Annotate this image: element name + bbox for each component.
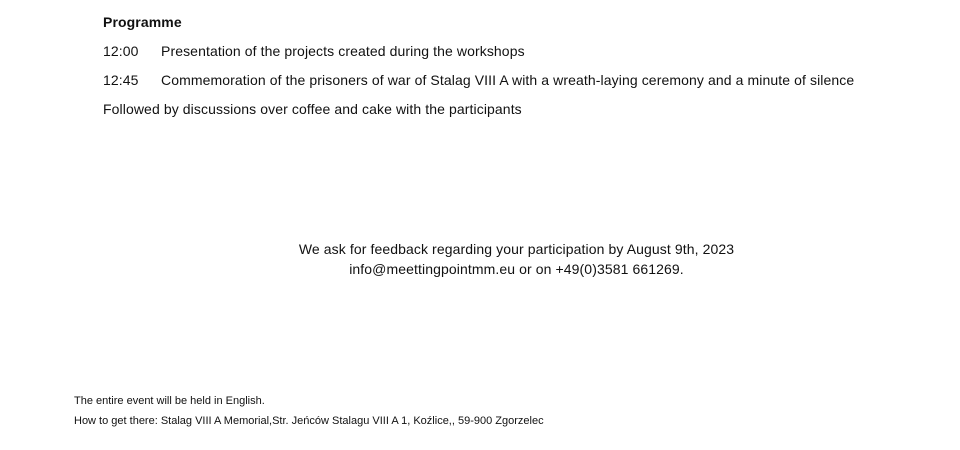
programme-item-text: Presentation of the projects created during the workshops xyxy=(161,43,525,59)
footer-language-note: The entire event will be held in English. xyxy=(74,395,265,407)
programme-heading: Programme xyxy=(103,14,182,30)
feedback-request-text: We ask for feedback regarding your participation by August 9th, 2023 xyxy=(298,241,735,257)
programme-item xyxy=(103,43,525,59)
feedback-contact-text: info@meettingpointmm.eu or on +49(0)3581 661269. xyxy=(349,261,684,277)
feedback-notice xyxy=(200,239,833,279)
programme-followed-text: Followed by discussions over coffee and cake with the participants xyxy=(103,101,522,117)
programme-item-text: Commemoration of the prisoners of war of Stalag VIII A with a wreath-laying ceremony and a minute of silence xyxy=(161,72,855,88)
footer-directions: How to get there: Stalag VIII A Memorial,Str. Jeńców Stalagu VIII A 1, Koźlice,, 59-900 Zgorzelec xyxy=(74,415,544,427)
programme-item xyxy=(103,72,854,88)
programme-item-time: 12:45 xyxy=(103,72,139,88)
programme-item-time: 12:00 xyxy=(103,43,139,59)
